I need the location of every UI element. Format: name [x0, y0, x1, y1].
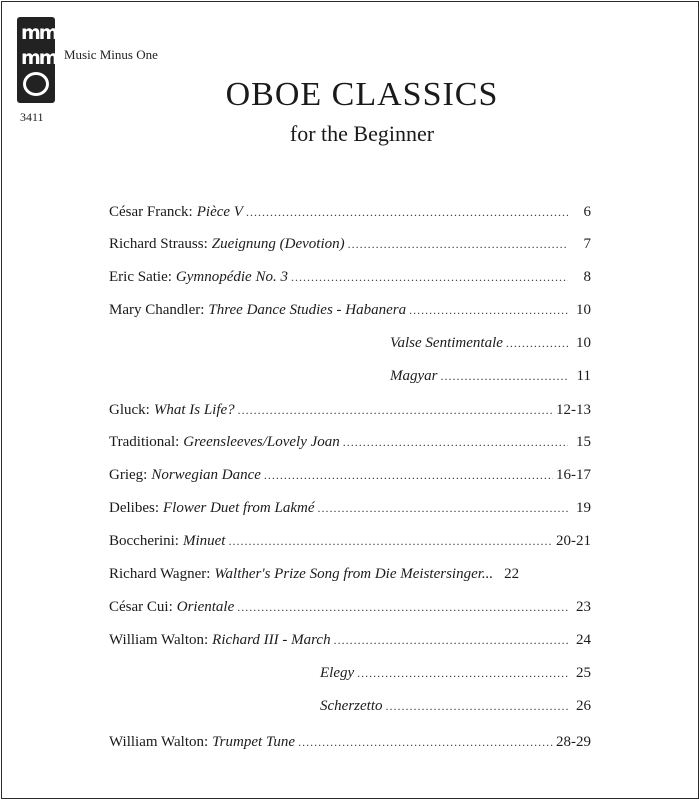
toc-page: 8 [583, 269, 591, 285]
toc-leader [409, 300, 568, 320]
toc-leader [348, 234, 568, 254]
toc-leader [357, 663, 568, 683]
toc-composer: Boccherini: [109, 533, 179, 549]
toc-leader [506, 333, 568, 353]
toc-row [109, 400, 591, 420]
toc-page: 25 [576, 665, 591, 681]
toc-page: 20-21 [556, 533, 591, 549]
toc-composer: Grieg: [109, 467, 148, 483]
toc-page: 22 [504, 566, 520, 582]
toc-leader [343, 432, 568, 452]
toc-row [109, 597, 591, 617]
toc-row [109, 630, 591, 650]
toc-work: Flower Duet from Lakmé [163, 500, 315, 516]
toc-composer: Gluck: [109, 402, 150, 418]
toc-row [390, 366, 591, 386]
toc-page: 10 [576, 302, 591, 318]
toc-page: 10 [576, 335, 591, 351]
toc-page: 24 [576, 632, 591, 648]
toc-row [109, 732, 591, 752]
table-of-contents [2, 2, 700, 802]
toc-row [109, 531, 591, 551]
toc-page: 15 [576, 434, 591, 450]
toc-composer: William Walton: [109, 632, 209, 648]
toc-page: 19 [576, 500, 591, 516]
toc-work: Zueignung (Devotion) [211, 236, 345, 252]
toc-work: What Is Life? [153, 402, 235, 418]
toc-work: Gymnopédie No. 3 [175, 269, 288, 285]
brand-name: Music Minus One [64, 47, 158, 62]
toc-composer: César Cui: [109, 599, 173, 615]
toc-row [109, 432, 591, 452]
toc-row [320, 663, 591, 683]
toc-leader [238, 400, 553, 420]
toc-composer: Delibes: [109, 500, 159, 516]
toc-row [109, 498, 591, 518]
toc-work: Three Dance Studies - Habanera [208, 302, 407, 318]
toc-work: Orientale [176, 599, 235, 615]
toc-composer: Mary Chandler: [109, 302, 205, 318]
toc-work: Magyar [390, 368, 438, 384]
toc-row [109, 267, 591, 287]
toc-work: Scherzetto [320, 698, 383, 714]
toc-composer: William Walton: [109, 734, 209, 750]
toc-page: 7 [583, 236, 591, 252]
toc-row [320, 696, 591, 716]
toc-work: Walther's Prize Song from Die Meistersinger... [214, 566, 494, 582]
toc-work: Norwegian Dance [151, 467, 261, 483]
toc-row [390, 333, 591, 353]
toc-leader [291, 267, 568, 287]
catalog-number: 3411 [20, 110, 44, 124]
toc-leader [298, 732, 553, 752]
toc-composer: Eric Satie: [109, 269, 172, 285]
toc-page: 6 [583, 204, 591, 220]
toc-work: Richard III - March [212, 632, 331, 648]
toc-work: Elegy [320, 665, 355, 681]
page-title: OBOE CLASSICS [225, 76, 499, 113]
toc-row [109, 465, 591, 485]
toc-row [109, 564, 591, 584]
toc-work: Trumpet Tune [212, 734, 296, 750]
logo-letters-middle: mm [21, 46, 57, 69]
toc-page: 23 [576, 599, 591, 615]
toc-composer: César Franck: [109, 204, 193, 220]
toc-work: Greensleeves/Lovely Joan [183, 434, 340, 450]
toc-page: 16-17 [556, 467, 591, 483]
toc-work: Minuet [182, 533, 226, 549]
toc-row [109, 300, 591, 320]
toc-page: 11 [576, 368, 591, 384]
toc-composer: Richard Wagner: [109, 566, 211, 582]
toc-composer: Richard Strauss: [109, 236, 208, 252]
toc-row [109, 234, 591, 254]
page-subtitle: for the Beginner [289, 121, 435, 146]
logo-letters-top: mm [21, 21, 57, 44]
toc-leader [237, 597, 568, 617]
toc-page: 12-13 [556, 402, 591, 418]
toc-composer: Traditional: [109, 434, 180, 450]
toc-leader [228, 531, 553, 551]
toc-leader [385, 696, 568, 716]
toc-leader [441, 366, 569, 386]
toc-row [109, 202, 591, 222]
toc-page: 26 [576, 698, 591, 714]
toc-leader [264, 465, 553, 485]
booklet-page [1, 1, 699, 799]
toc-leader [246, 202, 568, 222]
toc-page: 28-29 [556, 734, 591, 750]
toc-work: Pièce V [196, 204, 243, 220]
toc-work: Valse Sentimentale [390, 335, 503, 351]
toc-leader [318, 498, 568, 518]
toc-leader [334, 630, 568, 650]
